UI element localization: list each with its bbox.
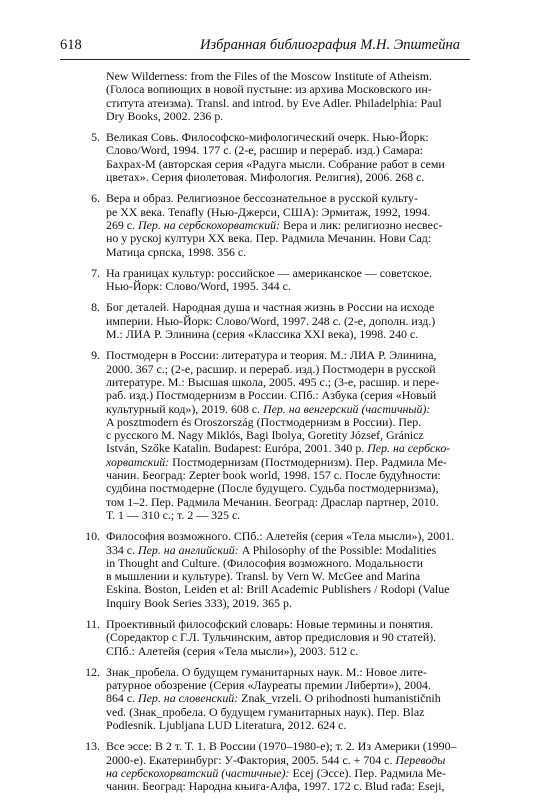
entry-line: Нью-Йорк: Слово/Word, 1995. 344 с. <box>106 279 291 294</box>
header-rule <box>60 59 470 60</box>
entry-line: A posztmodern és Oroszország (Постмодернизм в России). Пер. <box>106 414 422 429</box>
entry-line: (Соредактор с Г.Л. Тульчинским, автор предисловия и 90 статей). <box>106 630 437 645</box>
entry-number: 9. <box>91 348 100 363</box>
entry-line: М.: ЛИА Р. Элинина (серия «Классика XXI века), 1998. 240 с. <box>106 327 419 342</box>
entry-line: Вера и образ. Религиозное бессознательное в русской культу- <box>106 191 418 206</box>
entry-line: цветах». Серия фиолетовая. Мифология. Религия), 2006. 268 с. <box>106 170 425 185</box>
entry-line: ved. (Знак_пробела. О будущем гуманитарных наук). Пер. Blaz <box>106 704 425 719</box>
bibliography-list <box>60 70 470 802</box>
entry-line: Podlesnik. Ljubljana LUD Literatura, 2012. 624 с. <box>106 718 347 733</box>
entry-line: 2000-е). Екатеринбург: У-Фактория, 2005. 544 с. + 704 с. Переводы <box>106 752 446 767</box>
entry-line: империи. Нью-Йорк: Слово/Word, 1997. 248 с. (2-е, дополн. изд.) <box>106 313 436 328</box>
running-head: Избранная библиография М.Н. Эпштейна <box>200 37 461 53</box>
entry-line: На границах культур: российское — американское — советское. <box>106 265 432 280</box>
entry-line: Eskina. Boston, Leiden et al: Brill Academic Publishers / Rodopi (Value <box>106 582 450 597</box>
entry-line: 864 с. Пер. на словенский: Znak_vrzeli. O prihodnosti humanističnih <box>106 691 441 706</box>
entry-line: Inquiry Book Series 333), 2019. 365 p. <box>106 595 292 610</box>
bibliography-entry <box>60 618 470 658</box>
bibliography-entry <box>60 740 470 793</box>
entry-number: 13. <box>85 739 100 754</box>
entry-number: 10. <box>85 529 100 544</box>
entry-line: но у руској култури XX века. Пер. Радмила Мечанин. Нови Сад: <box>106 231 432 246</box>
entry-number: 8. <box>91 300 100 315</box>
entry-line: на сербскохорватский (частичные): Есеј (Эссе). Пер. Радмила Ме- <box>106 765 446 780</box>
entry-line: Слово/Word, 1994. 177 с. (2-е, расшир и перераб. изд.) Самара: <box>106 143 424 158</box>
entry-number: 7. <box>91 265 100 280</box>
entry-line: культурный код»), 2019. 608 с. Пер. на венгерский (частичный): <box>106 401 431 416</box>
entry-number: 12. <box>85 664 100 679</box>
entry-line: раб. изд.) Постмодернизм в России. СПб.: Азбука (серия «Новый <box>106 388 437 403</box>
entry-line: Т. 1 — 310 с.; т. 2 — 325 с. <box>106 507 241 522</box>
entry-line: ститута атеизма). Transl. and introd. by Eve Adler. Philadelphia: Paul <box>106 95 442 110</box>
page-number: 618 <box>60 37 82 53</box>
entry-line: хорватский: Постмодернизам (Постмодернизм). Пер. Радмила Ме- <box>106 454 447 469</box>
entry-number: 6. <box>91 191 100 206</box>
entry-line: с русского M. Nagy Miklós, Bagi Ibolya, Goretity József, Gránicz <box>106 428 424 443</box>
bibliography-entry <box>60 666 470 732</box>
entry-line: чанин. Београд: Zepter book world, 1998. 157 с. После будућности: <box>106 468 441 483</box>
entry-line: ратурное обозрение (Серия «Лауреаты премии Либерти»), 2004. <box>106 678 431 693</box>
entry-line: Постмодерн в России: литература и теория. М.: ЛИА Р. Элинина, <box>106 348 437 363</box>
entry-line: ре XX века. Tenafly (Нью-Джерси, США): Эрмитаж, 1992, 1994. <box>106 204 431 219</box>
bibliography-entry <box>60 70 470 123</box>
entry-number: 11. <box>85 616 100 631</box>
entry-line: Матица српска, 1998. 356 с. <box>106 244 247 259</box>
entry-line: Философия возможного. СПб.: Алетейя (серия «Тела мысли»), 2001. <box>106 529 455 544</box>
entry-line: Dry Books, 2002. 236 p. <box>106 108 224 123</box>
bibliography-entry <box>60 267 470 294</box>
entry-line: литературе. М.: Высшая школа, 2005. 495 с.; (3-е, расшир. и пере- <box>106 374 440 389</box>
entry-line: Все эссе: В 2 т. Т. 1. В России (1970–1980-е); т. 2. Из Америки (1990– <box>106 739 457 754</box>
entry-line: Знак_пробела. О будущем гуманитарных наук. М.: Новое лите- <box>106 664 427 679</box>
entry-line: Бог деталей. Народная душа и частная жизнь в России на исходе <box>106 300 435 315</box>
bibliography-entry <box>60 530 470 610</box>
bibliography-entry <box>60 192 470 258</box>
entry-line: в мышлении и культуре). Transl. by Vern W. McGee and Marina <box>106 569 421 584</box>
bibliography-entry <box>60 131 470 184</box>
entry-line: Великая Совь. Философско-мифологический очерк. Нью-Йорк: <box>106 130 429 145</box>
entry-line: судбина постмодерне (После будущего. Судьба постмодернизма), <box>106 481 439 496</box>
page-header <box>60 37 470 59</box>
entry-line: New Wilderness: from the Files of the Moscow Institute of Atheism. <box>106 69 432 83</box>
entry-line: 269 с. Пер. на сербскохорватский: Вера и лик: религиозно несвес- <box>106 217 443 232</box>
entry-line: István, Szőke Katalin. Budapest: Európa, 2001. 340 p. Пер. на сербско- <box>106 441 451 456</box>
bibliography-entry <box>60 349 470 522</box>
entry-number: 5. <box>91 130 100 145</box>
entry-line: Проективный философский словарь: Новые термины и понятия. <box>106 616 434 631</box>
entry-line: in Thought and Culture. (Философия возможного. Модальности <box>106 555 423 570</box>
entry-line: СПб.: Алетейя (серия «Тела мысли»), 2003. 512 с. <box>106 643 359 658</box>
bibliography-entry <box>60 301 470 341</box>
entry-line: чанин. Београд: Народна књига-Алфа, 1997. 172 с. Blud rađa: Eseji, <box>106 779 445 794</box>
entry-line: том 1–2. Пер. Радмила Мечанин. Београд: Драслар партнер, 2010. <box>106 494 439 509</box>
entry-line: 334 с. Пер. на английский: A Philosophy of the Possible: Modalities <box>106 542 437 557</box>
entry-line: 2000. 367 с.; (2-е, расшир. и перераб. изд.) Постмодерн в русской <box>106 361 436 376</box>
entry-line: (Голоса вопиющих в новой пустыне: из архива Московского ин- <box>106 82 432 97</box>
entry-line: Бахрах-М (авторская серия «Радуга мысли. Собрание работ в семи <box>106 156 445 171</box>
